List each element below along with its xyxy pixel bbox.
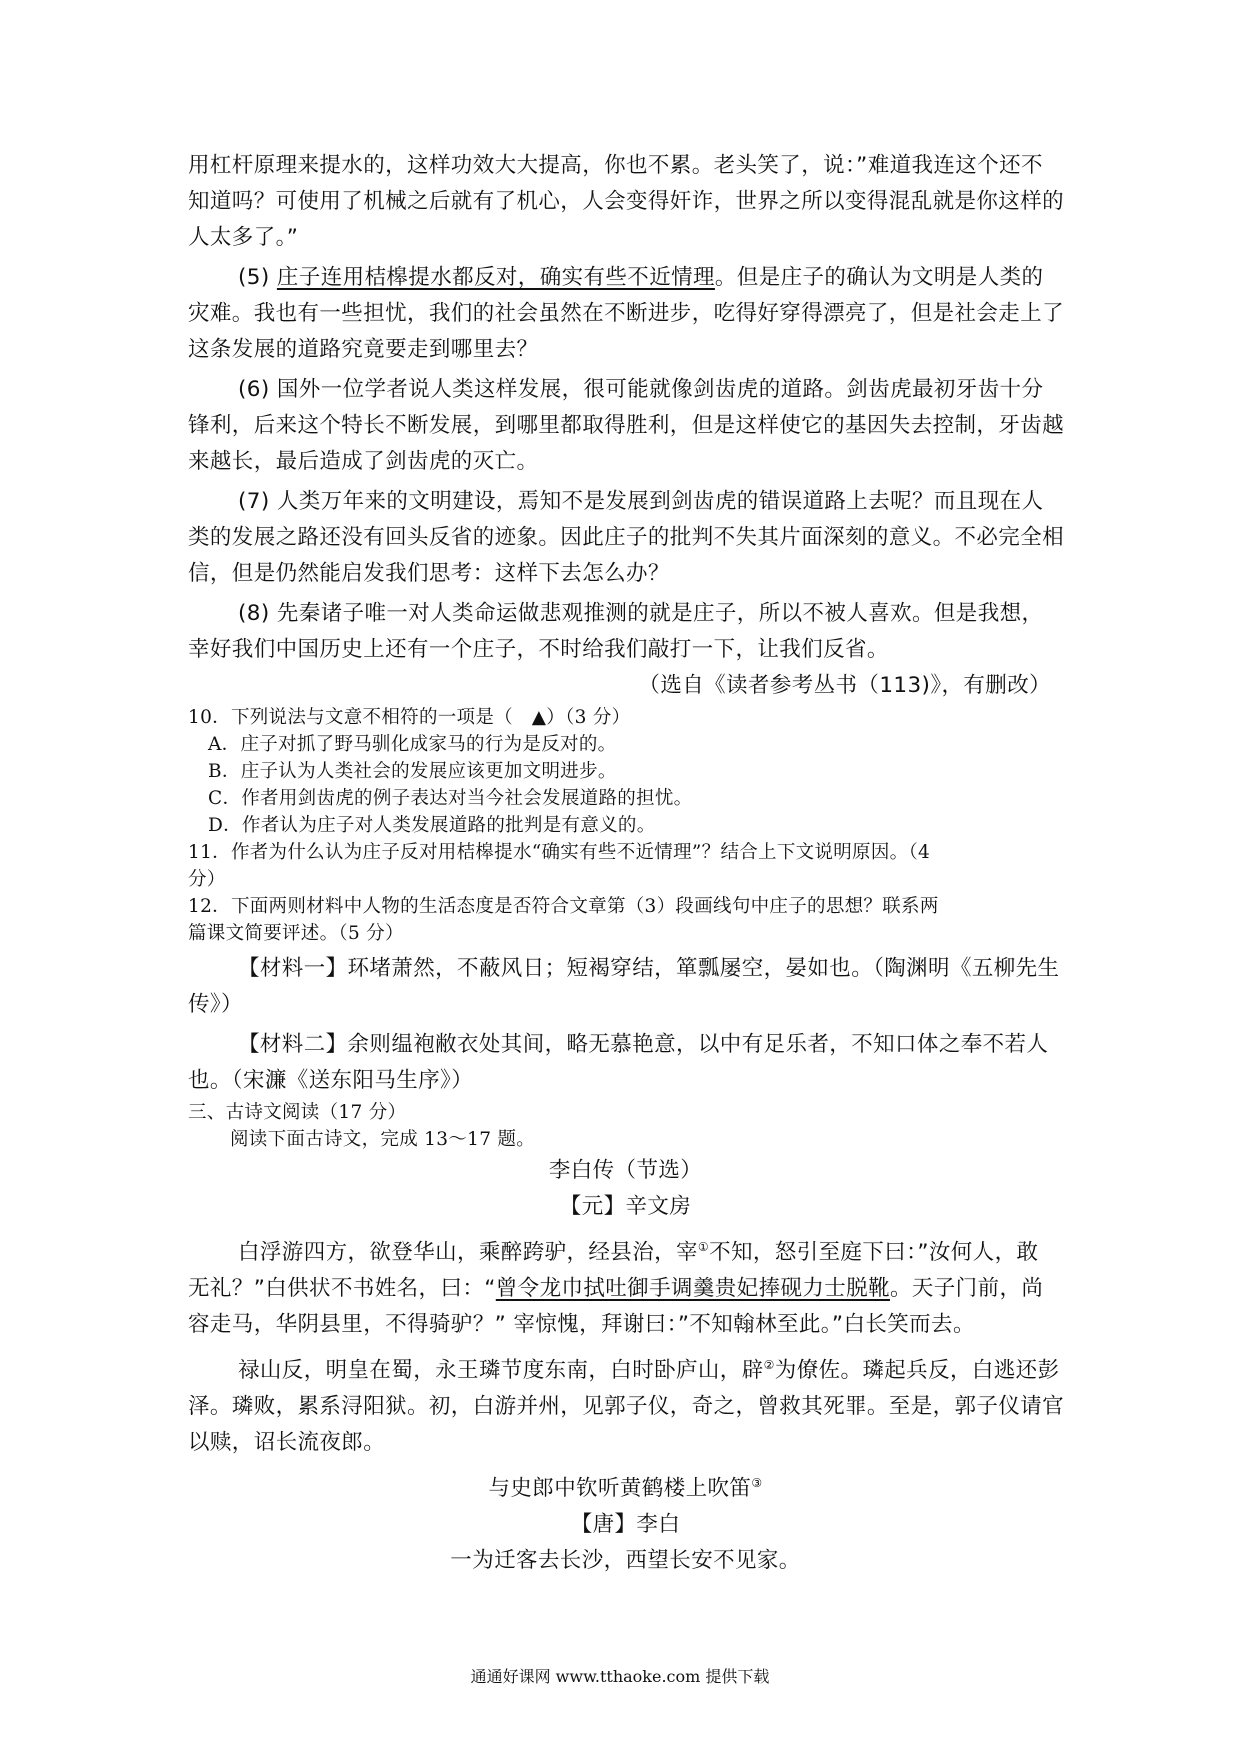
text-line — [188, 1229, 1063, 1271]
text-line: (6) 国外一位学者说人类这样发展，很可能就像剑齿虎的道路。剑齿虎最初牙齿十分 — [238, 377, 1044, 402]
paragraph-8 — [188, 596, 1063, 668]
text-line: 泽。璘败，累系浔阳狱。初，白游并州，见郭子仪，奇之，曾救其死罪。至是，郭子仪请官 — [188, 1394, 1065, 1420]
page-footer: 通通好课网 www.tthaoke.com 提供下载 — [470, 1667, 770, 1686]
text-line: 灾难。我也有一些担忧，我们的社会虽然在不断进步，吃得好穿得漂亮了，但是社会走上了 — [188, 301, 1065, 326]
paragraph-5 — [188, 260, 1063, 368]
text-line — [188, 1347, 1063, 1389]
answer-option-c: C．作者用剑齿虎的例子表达对当今社会发展道路的担忧。 — [208, 788, 693, 809]
text-line: 类的发展之路还没有回头反省的迹象。因此庄子的批判不失其片面深刻的意义。不必完全相 — [188, 525, 1065, 550]
prose-paragraph-2 — [188, 1347, 1063, 1461]
text-line: (7) 人类万年来的文明建设，焉知不是发展到剑齿虎的错误道路上去呢？而且现在人 — [238, 489, 1044, 514]
footnote-marker: ② — [763, 1358, 775, 1373]
footnote-marker: ③ — [751, 1476, 763, 1491]
text-span: 无礼？”白供状不书姓名，曰：“ — [188, 1276, 496, 1302]
text-span: 。天子门前，尚 — [889, 1276, 1044, 1302]
text-line: 以赎，诏长流夜郎。 — [188, 1430, 386, 1456]
answer-option-d: D．作者认为庄子对人类发展道路的批判是有意义的。 — [208, 815, 656, 836]
footnote-marker: ① — [697, 1240, 710, 1254]
answer-option-a: A．庄子对抓了野马驯化成家马的行为是反对的。 — [208, 734, 617, 755]
question-stem: 12．下面两则材料中人物的生活态度是否符合文章第（3）段画线句中庄子的思想？联系两 — [188, 896, 939, 917]
question-stem: 11．作者为什么认为庄子反对用桔槔提水“确实有些不近情理”？结合上下文说明原因。（4 — [188, 842, 931, 863]
text-line: 信，但是仍然能启发我们思考：这样下去怎么办？ — [188, 561, 670, 586]
question-11 — [188, 839, 1063, 893]
paragraph-7 — [188, 484, 1063, 592]
underlined-sentence: 曾令龙巾拭吐御手调羹贵妃捧砚力士脱靴 — [495, 1276, 890, 1302]
question-10 — [188, 704, 1063, 839]
text-span: 。但是庄子的确认为文明是人类的 — [714, 265, 1044, 290]
text-line: 锋利，后来这个特长不断发展，到哪里都取得胜利，但是这样使它的基因失去控制，牙齿越 — [188, 413, 1065, 438]
source-citation: （选自《读者参考丛书（113)》，有删改） — [638, 673, 1051, 698]
text-span: 白浮游四方，欲登华山，乘醉跨驴，经县治，宰 — [238, 1240, 698, 1266]
paragraph-6 — [188, 372, 1063, 480]
section-3 — [188, 1099, 1063, 1579]
poem-author: 【唐】李白 — [570, 1512, 681, 1538]
section-instruction: 阅读下面古诗文，完成 13～17 题。 — [230, 1129, 536, 1150]
exam-page — [188, 148, 1063, 1579]
text-line: 幸好我们中国历史上还有一个庄子，不时给我们敲打一下，让我们反省。 — [188, 637, 889, 662]
text-line: 容走马，华阴县里，不得骑驴？” 宰惊愧，拜谢曰：”不知翰林至此。”白长笑而去。 — [188, 1312, 975, 1338]
text-span: 为僚佐。璘起兵反，白逃还彭 — [774, 1358, 1060, 1384]
underlined-sentence: 庄子连用桔槔提水都反对，确实有些不近情理 — [276, 265, 715, 290]
paragraph-number: (5) — [238, 265, 277, 290]
poem-line: 一为迁客去长沙，西望长安不见家。 — [450, 1548, 801, 1574]
material-1 — [188, 951, 1063, 1023]
text-line: 这条发展的道路究竟要走到哪里去？ — [188, 337, 539, 362]
text-line: 【材料二】余则缊袍敝衣处其间，略无慕艳意，以中有足乐者，不知口体之奉不若人 — [238, 1032, 1049, 1057]
question-stem-cont: 分） — [188, 869, 226, 890]
section-heading: 三、古诗文阅读（17 分） — [188, 1102, 407, 1123]
paragraph-4-end — [188, 148, 1063, 256]
text-span: 禄山反，明皇在蜀，永王璘节度东南，白时卧庐山，辟 — [238, 1358, 764, 1384]
text-line: (8) 先秦诸子唯一对人类命运做悲观推测的就是庄子，所以不被人喜欢。但是我想， — [238, 601, 1044, 626]
text-line: 传》） — [188, 992, 243, 1017]
prose-paragraph-1 — [188, 1229, 1063, 1343]
text-line: 也。（宋濂《送东阳马生序》） — [188, 1068, 474, 1093]
question-stem: 10．下列说法与文意不相符的一项是（ ▲）（3 分） — [188, 707, 631, 728]
poem-title — [188, 1465, 1063, 1507]
text-line: 来越长，最后造成了剑齿虎的灭亡。 — [188, 449, 539, 474]
text-line — [188, 1271, 1063, 1307]
text-line: 人太多了。” — [188, 225, 299, 250]
text-line: 用杠杆原理来提水的，这样功效大大提高，你也不累。老头笑了，说：”难道我连这个还不 — [188, 153, 1043, 178]
text-span: 不知，怒引至庭下曰：”汝何人，敢 — [709, 1240, 1039, 1266]
prose-title: 李白传（节选） — [548, 1158, 703, 1183]
text-line: 【材料一】环堵萧然，不蔽风日；短褐穿结，箪瓢屡空，晏如也。（陶渊明《五柳先生 — [238, 956, 1060, 981]
prose-author: 【元】辛文房 — [559, 1194, 692, 1219]
material-2 — [188, 1027, 1063, 1099]
answer-option-b: B．庄子认为人类社会的发展应该更加文明进步。 — [208, 761, 617, 782]
question-stem-cont: 篇课文简要评述。（5 分） — [188, 923, 404, 944]
text-line: 知道吗？可使用了机械之后就有了机心，人会变得奸诈，世界之所以变得混乱就是你这样的 — [188, 189, 1065, 214]
poem-title-text: 与史郎中钦听黄鹤楼上吹笛 — [488, 1476, 752, 1502]
question-12 — [188, 893, 1063, 947]
text-line — [188, 260, 1063, 296]
